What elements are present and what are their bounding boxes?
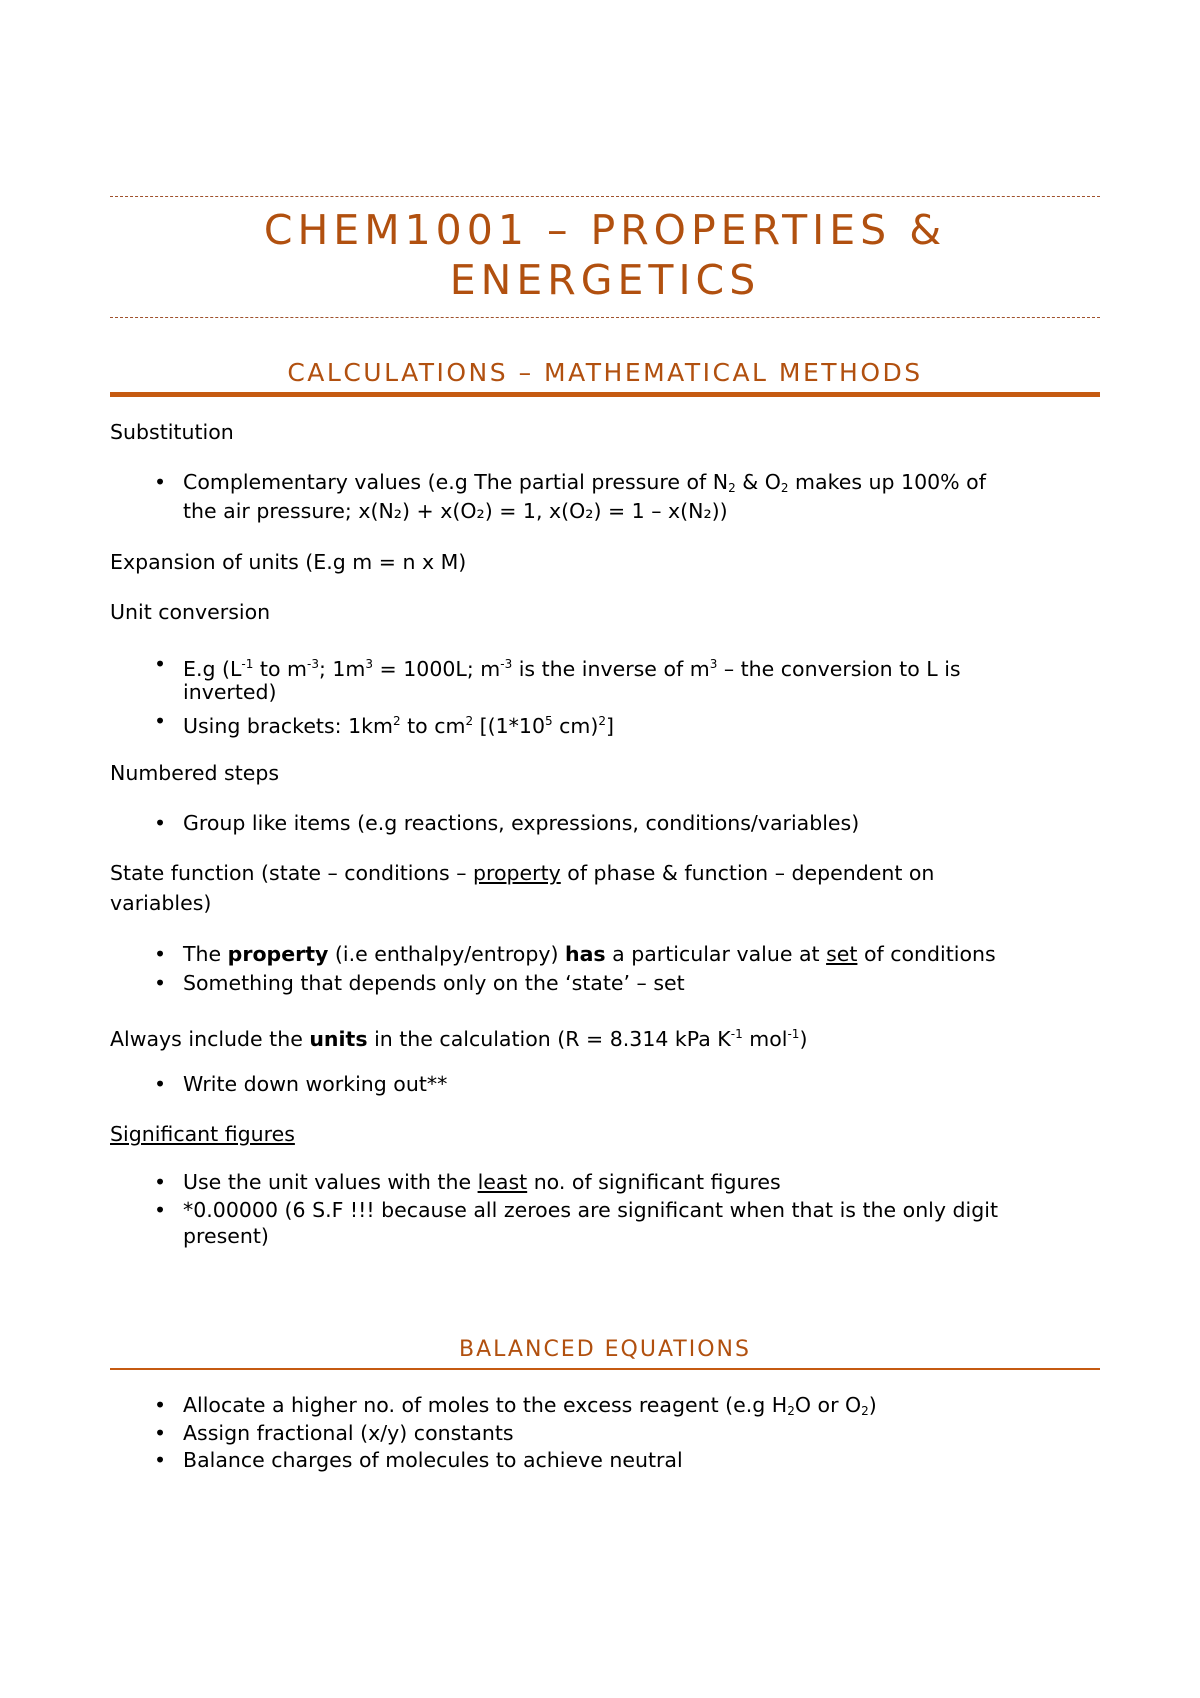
unit-conversion-bullet-2: Using brackets: $1km^2$ to $cm^2$ [($1*10^5$ cm)$^2$] xyxy=(183,714,615,738)
sig-figs-bullet-2-line2: present) xyxy=(183,1224,269,1248)
substitution-bullet-1-line2: the air pressure; x(N₂) + x(O₂) = 1, x(O₂) = 1 – x(N₂)) xyxy=(183,499,728,523)
sig-figs-bullet-2: *0.00000 (6 S.F !!! because all zeroes are significant when that is the only digit xyxy=(183,1198,998,1222)
bullet-marker: • xyxy=(154,1198,167,1222)
section-rule-balanced-equations xyxy=(110,1368,1100,1370)
numbered-steps-label: Numbered steps xyxy=(110,761,280,785)
bullet-marker: • xyxy=(154,811,167,835)
state-function-bullet-2: Something that depends only on the ‘state’ – set xyxy=(183,971,685,995)
bullet-marker: • xyxy=(154,652,167,676)
section-heading-balanced-equations: BALANCED EQUATIONS xyxy=(459,1337,751,1362)
section-rule-calculations xyxy=(110,392,1100,397)
units-line: Always include the units in the calculation (R = 8.314 kPa $K^{-1}$ mol$^{-1}$) xyxy=(110,1027,808,1051)
unit-conversion-bullet-1-line2: inverted) xyxy=(183,680,277,704)
balanced-bullet-3: Balance charges of molecules to achieve neutral xyxy=(183,1448,683,1472)
balanced-bullet-2: Assign fractional (x/y) constants xyxy=(183,1421,514,1445)
title-block xyxy=(110,196,1100,318)
unit-conversion-bullet-1: E.g ($L^{-1}$ to $m^{-3}$; $1m^3 = 1000L$; $m^{-3}$ is the inverse of $m^3$ – the conversion to L is xyxy=(183,657,961,681)
title-top-rule xyxy=(110,196,1100,197)
document-title xyxy=(110,205,1100,305)
title-line-2: ENERGETICS xyxy=(449,256,761,304)
bullet-marker: • xyxy=(154,971,167,995)
significant-figures-label: Significant figures xyxy=(110,1122,295,1146)
units-bullet-1: Write down working out** xyxy=(183,1072,448,1096)
state-function-line-2: variables) xyxy=(110,891,212,915)
bullet-marker: • xyxy=(154,942,167,966)
title-bottom-rule xyxy=(110,317,1100,318)
bullet-marker: • xyxy=(154,1421,167,1445)
numbered-steps-bullet-1: Group like items (e.g reactions, expressions, conditions/variables) xyxy=(183,811,860,835)
bullet-marker: • xyxy=(154,1393,167,1417)
expansion-of-units: Expansion of units (E.g m = n x M) xyxy=(110,550,467,574)
substitution-bullet-1: Complementary values (e.g The partial pressure of $N_2$ & $O_2$ makes up 100% of xyxy=(183,470,986,495)
state-function-line-1: State function (state – conditions – property of phase & function – dependent on xyxy=(110,861,935,885)
state-function-bullet-1: The property (i.e enthalpy/entropy) has a particular value at set of conditions xyxy=(183,942,996,966)
bullet-marker: • xyxy=(154,1170,167,1194)
title-line-1: CHEM1001 – PROPERTIES & xyxy=(263,206,947,254)
balanced-bullet-1: Allocate a higher no. of moles to the excess reagent (e.g $H_2O$ or $O_2$) xyxy=(183,1393,877,1418)
unit-conversion-label: Unit conversion xyxy=(110,600,271,624)
bullet-marker: • xyxy=(154,470,167,494)
bullet-marker: • xyxy=(154,1448,167,1472)
bullet-marker: • xyxy=(154,709,167,733)
sig-figs-bullet-1: Use the unit values with the least no. of significant figures xyxy=(183,1170,781,1194)
section-heading-calculations: CALCULATIONS – MATHEMATICAL METHODS xyxy=(287,358,923,387)
substitution-label: Substitution xyxy=(110,420,234,444)
bullet-marker: • xyxy=(154,1072,167,1096)
